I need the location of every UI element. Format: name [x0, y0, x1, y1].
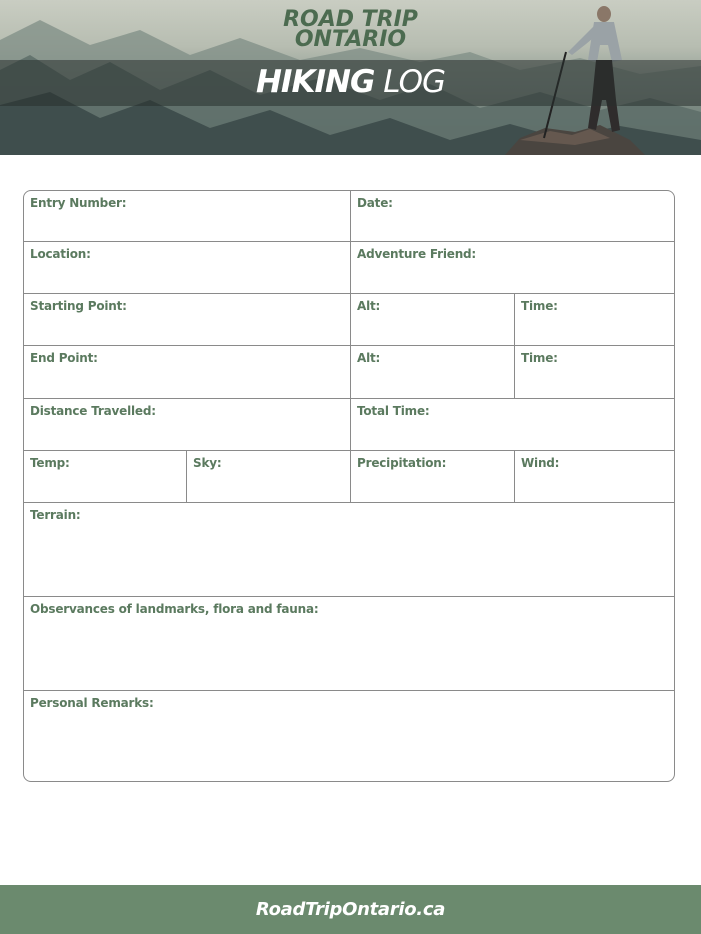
field-end-alt[interactable] [351, 346, 515, 399]
field-wind[interactable] [515, 451, 675, 503]
brand-line-2: ONTARIO [294, 27, 407, 52]
label-observances: Observances of landmarks, flora and fauna: [30, 602, 319, 616]
page-title [0, 62, 701, 102]
label-distance-travelled: Distance Travelled: [30, 404, 156, 418]
label-precipitation: Precipitation: [357, 456, 447, 470]
title-light: LOG [383, 64, 446, 100]
label-start-time: Time: [521, 299, 558, 313]
hiking-log-form [23, 190, 675, 782]
field-temp[interactable] [24, 451, 187, 503]
label-end-point: End Point: [30, 351, 98, 365]
field-terrain[interactable] [24, 503, 675, 597]
label-temp: Temp: [30, 456, 70, 470]
field-end-time[interactable] [515, 346, 675, 399]
label-adventure-friend: Adventure Friend: [357, 247, 477, 261]
field-precipitation[interactable] [351, 451, 515, 503]
field-start-time[interactable] [515, 294, 675, 346]
header-photo [0, 0, 701, 155]
field-start-alt[interactable] [351, 294, 515, 346]
label-personal-remarks: Personal Remarks: [30, 696, 154, 710]
label-entry-number: Entry Number: [30, 196, 127, 210]
label-total-time: Total Time: [357, 404, 430, 418]
label-starting-point: Starting Point: [30, 299, 127, 313]
brand-line-1: ROAD TRIP [283, 7, 418, 32]
label-end-time: Time: [521, 351, 558, 365]
label-end-alt: Alt: [357, 351, 381, 365]
label-sky: Sky: [193, 456, 222, 470]
field-end-point[interactable] [24, 346, 351, 399]
footer-website-link[interactable]: RoadTripOntario.ca [255, 899, 446, 920]
field-date[interactable] [351, 191, 675, 242]
field-personal-remarks[interactable] [24, 691, 675, 782]
field-location[interactable] [24, 242, 351, 294]
label-wind: Wind: [521, 456, 560, 470]
title-bold: HIKING [255, 64, 375, 100]
field-starting-point[interactable] [24, 294, 351, 346]
field-observances[interactable] [24, 597, 675, 691]
label-date: Date: [357, 196, 393, 210]
label-terrain: Terrain: [30, 508, 81, 522]
field-sky[interactable] [187, 451, 351, 503]
footer-bar [0, 885, 701, 934]
label-start-alt: Alt: [357, 299, 381, 313]
label-location: Location: [30, 247, 91, 261]
field-total-time[interactable] [351, 399, 675, 451]
field-adventure-friend[interactable] [351, 242, 675, 294]
field-distance-travelled[interactable] [24, 399, 351, 451]
field-entry-number[interactable] [24, 191, 351, 242]
